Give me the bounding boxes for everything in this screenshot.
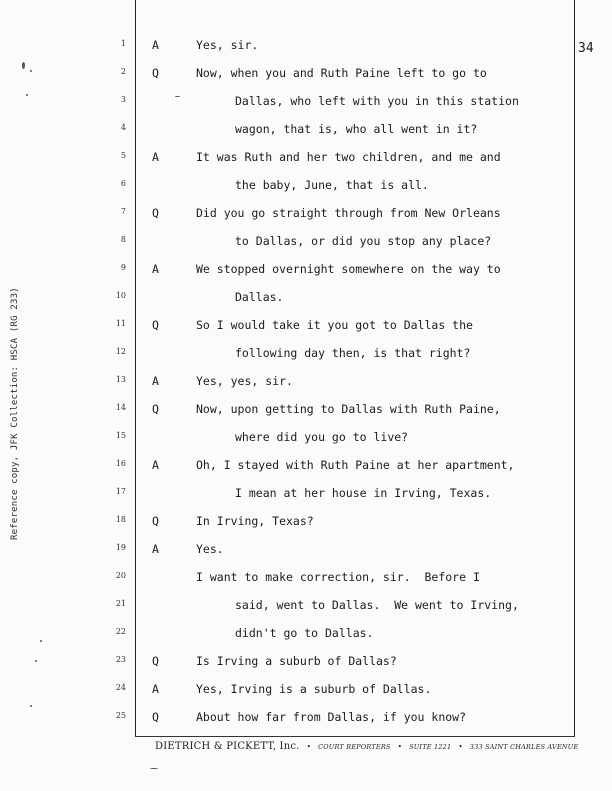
footer-service: COURT REPORTERS	[318, 743, 391, 751]
speaker-label: A	[152, 682, 159, 696]
line-number: 6	[120, 179, 126, 188]
speaker-label: Q	[152, 514, 159, 528]
speaker-label: A	[152, 262, 159, 276]
side-reference-label: Reference copy, JFK Collection: HSCA (RG 233)	[10, 287, 20, 540]
transcript-line	[0, 286, 612, 314]
transcript-line	[0, 314, 612, 342]
line-text: said, went to Dallas. We went to Irving,	[235, 598, 519, 612]
scan-speck	[40, 640, 42, 642]
footer-separator: •	[306, 743, 311, 751]
speaker-label: A	[152, 542, 159, 556]
line-number: 20	[115, 571, 126, 580]
line-text: Yes, Irving is a suburb of Dallas.	[196, 682, 432, 696]
scan-speck	[30, 70, 32, 72]
line-number: 9	[120, 263, 126, 272]
transcript-line	[0, 342, 612, 370]
line-number: 14	[115, 403, 126, 412]
footer-address: 333 SAINT CHARLES AVENUE	[469, 743, 579, 751]
transcript-line	[0, 650, 612, 678]
transcript-line	[0, 370, 612, 398]
scan-speck	[30, 705, 32, 707]
line-text: Is Irving a suburb of Dallas?	[196, 654, 397, 668]
line-number: 13	[115, 375, 126, 384]
transcript-line	[0, 258, 612, 286]
line-number: 10	[115, 291, 126, 300]
transcript-line	[0, 426, 612, 454]
scan-speck	[150, 768, 158, 769]
speaker-label: Q	[152, 654, 159, 668]
transcript-line	[0, 678, 612, 706]
transcript-line	[0, 622, 612, 650]
transcript-line	[0, 566, 612, 594]
line-text: Did you go straight through from New Orleans	[196, 206, 501, 220]
transcript-line	[0, 398, 612, 426]
transcript-line	[0, 90, 612, 118]
line-text: I mean at her house in Irving, Texas.	[235, 486, 492, 500]
transcript-line	[0, 594, 612, 622]
line-text: In Irving, Texas?	[196, 514, 314, 528]
line-text: to Dallas, or did you stop any place?	[235, 234, 492, 248]
line-text: Yes.	[196, 542, 224, 556]
speaker-label: A	[152, 458, 159, 472]
line-text: So I would take it you got to Dallas the	[196, 318, 473, 332]
line-number: 7	[120, 207, 126, 216]
transcript-line	[0, 538, 612, 566]
scan-speck	[22, 62, 25, 69]
speaker-label: A	[152, 38, 159, 52]
speaker-label: Q	[152, 710, 159, 724]
speaker-label: Q	[152, 206, 159, 220]
line-number: 19	[115, 543, 126, 552]
scan-speck	[26, 94, 28, 96]
line-text: wagon, that is, who all went in it?	[235, 122, 478, 136]
line-text: Now, when you and Ruth Paine left to go to	[196, 66, 487, 80]
line-number: 21	[115, 599, 126, 608]
page-number: 34	[578, 41, 594, 56]
line-number: 17	[115, 487, 126, 496]
line-number: 3	[120, 95, 126, 104]
scan-speck	[35, 660, 37, 662]
speaker-label: Q	[152, 318, 159, 332]
line-number: 24	[115, 683, 126, 692]
line-number: 11	[115, 319, 126, 328]
line-text: didn't go to Dallas.	[235, 626, 374, 640]
footer	[155, 741, 578, 752]
transcript-line	[0, 706, 612, 734]
line-text: Oh, I stayed with Ruth Paine at her apartment,	[196, 458, 515, 472]
footer-firm: DIETRICH & PICKETT, Inc.	[155, 741, 300, 752]
transcript-line	[0, 146, 612, 174]
line-text: Yes, sir.	[196, 38, 259, 52]
scan-speck	[175, 96, 180, 97]
speaker-label: A	[152, 374, 159, 388]
line-number: 25	[115, 711, 126, 720]
bottom-rule	[135, 736, 575, 737]
line-number: 12	[115, 347, 126, 356]
line-text: Dallas.	[235, 290, 284, 304]
line-text: Yes, yes, sir.	[196, 374, 293, 388]
transcript-line	[0, 174, 612, 202]
line-text: Now, upon getting to Dallas with Ruth Paine,	[196, 402, 501, 416]
line-number: 16	[115, 459, 126, 468]
line-number: 8	[120, 235, 126, 244]
line-number: 15	[115, 431, 126, 440]
line-text: Dallas, who left with you in this station	[235, 94, 519, 108]
transcript-line	[0, 482, 612, 510]
transcript-line	[0, 454, 612, 482]
transcript-lines	[0, 34, 612, 734]
line-number: 2	[120, 67, 126, 76]
line-text: We stopped overnight somewhere on the way to	[196, 262, 501, 276]
line-number: 5	[120, 151, 126, 160]
speaker-label: Q	[152, 402, 159, 416]
line-text: the baby, June, that is all.	[235, 178, 429, 192]
line-text: About how far from Dallas, if you know?	[196, 710, 467, 724]
footer-suite: SUITE 1221	[409, 743, 452, 751]
speaker-label: Q	[152, 66, 159, 80]
footer-separator: •	[397, 743, 402, 751]
line-number: 4	[120, 123, 126, 132]
footer-separator: •	[458, 743, 463, 751]
transcript-line	[0, 34, 612, 62]
line-number: 22	[115, 627, 126, 636]
speaker-label: A	[152, 150, 159, 164]
transcript-line	[0, 202, 612, 230]
line-text: where did you go to live?	[235, 430, 409, 444]
line-number: 1	[120, 39, 126, 48]
transcript-line	[0, 62, 612, 90]
transcript-line	[0, 230, 612, 258]
transcript-line	[0, 510, 612, 538]
line-text: It was Ruth and her two children, and me and	[196, 150, 501, 164]
line-number: 18	[115, 515, 126, 524]
line-number: 23	[115, 655, 126, 664]
transcript-line	[0, 118, 612, 146]
line-text: I want to make correction, sir. Before I	[196, 570, 480, 584]
line-text: following day then, is that right?	[235, 346, 471, 360]
